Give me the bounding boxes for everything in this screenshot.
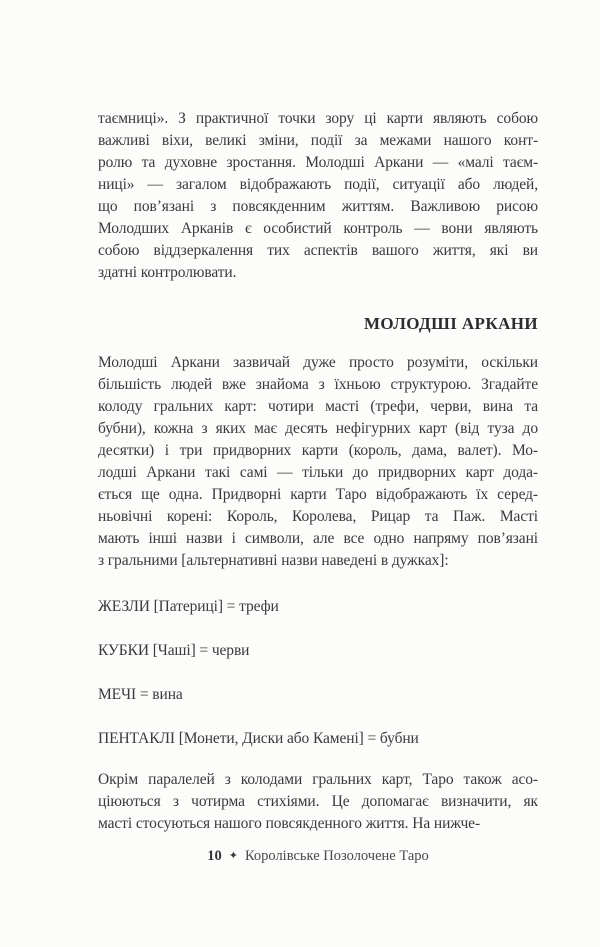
book-title: Королівське Позолочене Таро [244, 848, 429, 864]
text-line: ЖЕЗЛИ [Патериці] = трефи [98, 598, 279, 615]
suit-equivalence-list [98, 596, 538, 772]
paragraph-intro-continuation [98, 108, 538, 284]
text-line: важливі віхи, великі зміни, події за межами нашого конт- [98, 132, 538, 149]
text-line: Молодших Арканів є особистий контроль — вони являють [98, 220, 538, 237]
text-line: ціюються з чотирма стихіями. Це допомагає визначити, як [98, 793, 538, 810]
text-line: Окрім паралелей з колодами гральних карт, Таро також асо- [98, 771, 538, 788]
text-line: ньовічні корені: Король, Королева, Рицар та Паж. Масті [98, 508, 538, 525]
text-line: Молодші Аркани зазвичай дуже просто розуміти, оскільки [98, 354, 538, 371]
text-line: з гральними [альтернативні назви наведені в дужках]: [98, 552, 449, 569]
text-line: собою віддзеркалення тих аспектів вашого життя, які ви [98, 242, 538, 259]
text-line: ПЕНТАКЛІ [Монети, Диски або Камені] = бубни [98, 730, 419, 747]
text-line: більшість людей вже знайома з їхньою структурою. Згадайте [98, 376, 538, 393]
text-line: ниці» — загалом відображають події, ситуації або людей, [98, 176, 538, 193]
text-line: бубни), кожна з яких має десять нефігурних карт (від туза до [98, 420, 538, 437]
text-line: ється ще одна. Придворні карти Таро відображають їх серед- [98, 486, 538, 503]
text-line: КУБКИ [Чаші] = черви [98, 642, 250, 659]
text-line: масті стосуються нашого повсякденного життя. На нижче- [98, 815, 481, 832]
page-footer [98, 847, 538, 867]
text-line: десятки) і три придворних карти (король, дама, валет). Мо- [98, 442, 538, 459]
paragraph-elements-intro [98, 769, 538, 835]
text-line: колоду гральних карт: чотири масті (трефи, черви, вина та [98, 398, 538, 415]
text-line: здатні контролювати. [98, 264, 237, 281]
text-line: МЕЧІ = вина [98, 686, 183, 703]
text-line: лодші Аркани такі самі — тільки до придворних карт дода- [98, 464, 538, 481]
section-heading: МОЛОДШІ АРКАНИ [363, 314, 538, 333]
text-line: що пов’язані з повсякденним життям. Важливою рисою [98, 198, 538, 215]
text-line: мають інші назви і символи, але все одно напряму пов’язані [98, 530, 538, 547]
text-line: ролю та духовне зростання. Молодші Аркани — «малі таєм- [98, 154, 538, 171]
four-pointed-star-icon: ✦ [228, 850, 238, 862]
text-line: таємниці». З практичної точки зору ці карти являють собою [98, 110, 538, 127]
page-number: 10 [207, 848, 222, 864]
paragraph-minor-arcana-structure [98, 352, 538, 572]
